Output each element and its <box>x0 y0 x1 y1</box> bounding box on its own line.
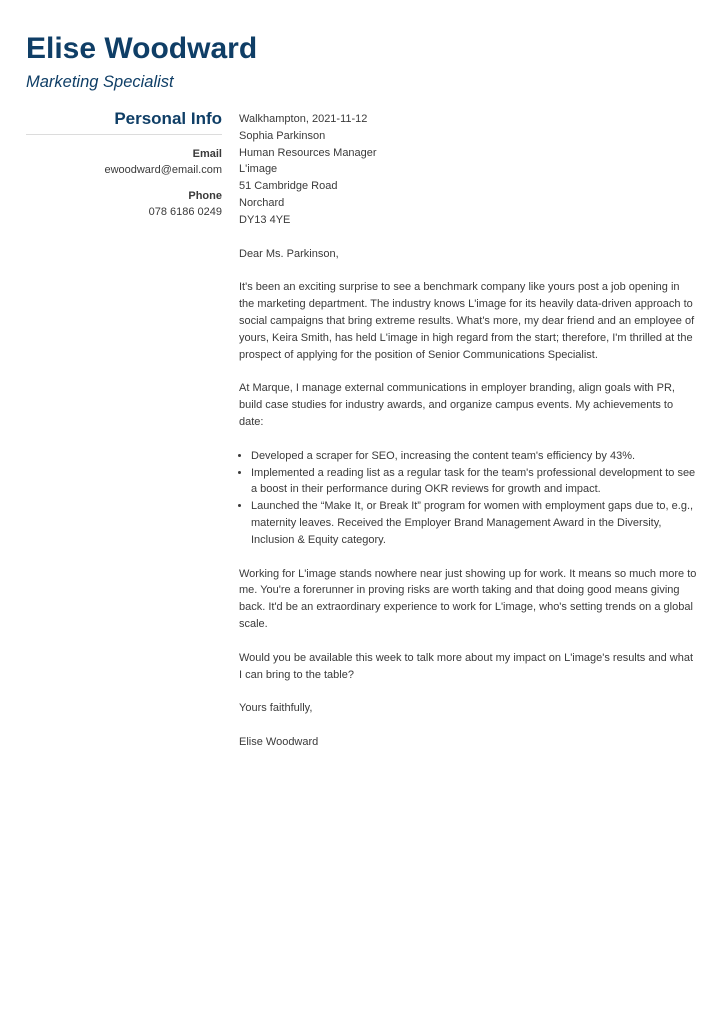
achievements-list <box>239 448 697 549</box>
email-value: ewoodward@email.com <box>104 164 222 176</box>
address-line-2: Norchard <box>239 196 285 209</box>
paragraph-call-to-action: Would you be available this week to talk more about my impact on L'image's results and what I can bring to the table? <box>239 651 694 681</box>
recipient-block <box>239 111 697 229</box>
personal-info-sidebar <box>26 108 222 220</box>
email-label: Email <box>192 148 222 160</box>
place-date: Walkhampton, 2021-11-12 <box>239 113 368 125</box>
achievement-item: • Implemented a reading list as a regular task for the team's professional development to see a boost in their performance during OKR reviews for growth and impact. <box>251 465 697 499</box>
postcode: DY13 4YE <box>239 213 291 226</box>
recipient-company: L'image <box>239 163 278 176</box>
paragraph-experience: At Marque, I manage external communications in employer branding, align goals with PR, build case studies for industry awards, and organize campus events. My achievements to date: <box>239 382 675 428</box>
paragraph-intro: It's been an exciting surprise to see a benchmark company like yours post a job opening in the marketing department. The industry knows L'image for its heavily data-driven approach to social campaigns that bring extreme results. What's more, my dear friend and an employee of yours, Keira Smith, has held L'image in high regard from the start; therefore, I'm thrilled at the prospect of applying for the position of Senior Communications Specialist. <box>239 281 695 361</box>
paragraph-motivation: Working for L'image stands nowhere near just showing up for work. It means so much more to me. You're a forerunner in proving risks are worth taking and that doing good means giving back. It'd be an extraordinary experience to work for L'image, who's setting trends on a global scale. <box>239 567 697 630</box>
achievement-item: • Launched the “Make It, or Break It” program for women with employment gaps due to, e.g., maternity leaves. Received the Employer Brand Management Award in the Diversity, Inclusion & Equity category. <box>251 498 697 548</box>
address-line-1: 51 Cambridge Road <box>239 180 338 193</box>
phone-label: Phone <box>188 190 222 202</box>
signature: Elise Woodward <box>239 736 319 749</box>
cover-letter-body <box>239 111 697 751</box>
applicant-title: Marketing Specialist <box>26 73 174 91</box>
closing: Yours faithfully, <box>239 702 313 715</box>
salutation: Dear Ms. Parkinson, <box>239 247 339 260</box>
phone-value: 078 6186 0249 <box>148 206 222 218</box>
recipient-name: Sophia Parkinson <box>239 129 326 142</box>
recipient-title: Human Resources Manager <box>239 146 377 159</box>
achievement-item: • Developed a scraper for SEO, increasing the content team's efficiency by 43%. <box>251 448 697 465</box>
applicant-name: Elise Woodward <box>26 32 258 65</box>
personal-info-heading: Personal Info <box>26 108 222 135</box>
